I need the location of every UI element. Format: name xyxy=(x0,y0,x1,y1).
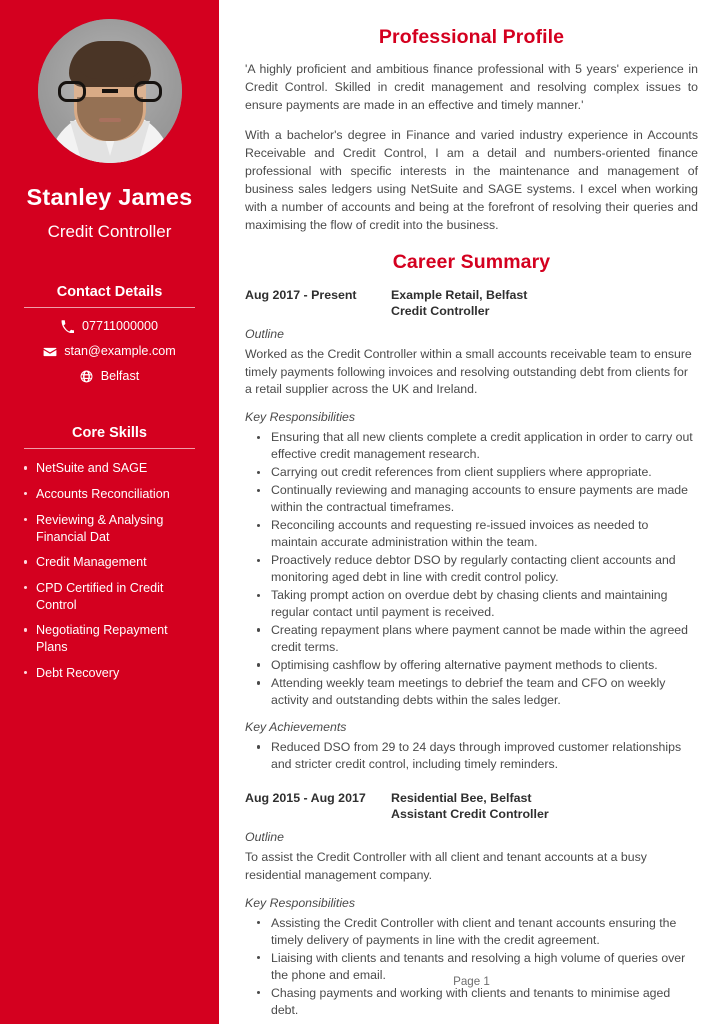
achievements-label: Key Achievements xyxy=(245,719,347,734)
responsibility-item: Continually reviewing and managing accounts to ensure payments are made within the contractual timeframes. xyxy=(255,482,698,516)
responsibility-item: Creating repayment plans where payment cannot be made within the agreed credit terms. xyxy=(255,622,698,656)
job-role: Assistant Credit Controller xyxy=(391,806,549,821)
job-outline: Worked as the Credit Controller within a small accounts receivable team to ensure timely payments following invoices and resolving outstanding debt from clients for a retail supplier across the UK and Ireland. xyxy=(245,346,692,397)
contact-item-phone[interactable] xyxy=(16,319,203,334)
job-dates: Aug 2015 - Aug 2017 xyxy=(245,790,366,805)
skill-item: Accounts Reconciliation xyxy=(22,486,201,503)
contact-item-email[interactable] xyxy=(16,344,203,359)
skill-item: Reviewing & Analysing Financial Dat xyxy=(22,512,201,545)
avatar-glasses-right xyxy=(134,81,162,102)
avatar-glasses-left xyxy=(58,81,86,102)
responsibilities-list xyxy=(245,915,698,1019)
profile-paragraph: 'A highly proficient and ambitious finance professional with 5 years' experience in Credit Control. Skilled in credit management and resolving complex issues to ensure payments are made in an effective and timely manner.' xyxy=(245,62,698,112)
avatar-glasses-bridge xyxy=(102,89,118,93)
job-header xyxy=(245,790,698,822)
responsibilities-label: Key Responsibilities xyxy=(245,895,356,910)
job-company-role xyxy=(391,287,527,319)
responsibility-item: Chasing payments and working with clients and tenants to minimise aged debt. xyxy=(255,985,698,1019)
contact-item-location[interactable] xyxy=(16,369,203,384)
skill-item: Debt Recovery xyxy=(22,665,201,682)
responsibility-item: Reconciling accounts and requesting re-issued invoices as needed to maintain accurate administration within the team. xyxy=(255,517,698,551)
contact-details-heading: Contact Details xyxy=(56,284,163,300)
job-company: Example Retail, Belfast xyxy=(391,287,528,302)
contact-location-value: Belfast xyxy=(100,369,140,384)
achievement-item: Reduced DSO from 29 to 24 days through improved customer relationships and stricter credit control, including timely reminders. xyxy=(255,739,698,773)
achievements-list xyxy=(245,739,698,773)
job-company: Residential Bee, Belfast xyxy=(391,790,532,805)
avatar-mouth xyxy=(99,118,121,122)
outline-label: Outline xyxy=(245,830,284,844)
core-skills-list xyxy=(16,460,203,681)
job-company-role xyxy=(391,790,549,822)
core-skills-heading: Core Skills xyxy=(72,425,147,442)
job-dates: Aug 2017 - Present xyxy=(245,287,357,302)
candidate-name: Stanley James xyxy=(26,184,193,210)
responsibilities-list xyxy=(245,429,698,709)
job-header xyxy=(245,287,698,319)
skill-item: CPD Certified in Credit Control xyxy=(22,580,201,613)
profile-paragraph: With a bachelor's degree in Finance and varied industry experience in Accounts Receivable and Credit Control, I am a detail and numbers-oriented finance professional with specific interests in the maintenance and management of business sales ledgers using NetSuite and SAGE systems. I excel when working with a number of accounts and being at the forefront of resolving their queries and maximising the flow of credit into the business. xyxy=(245,127,698,232)
responsibility-item: Attending weekly team meetings to debrief the team and CFO on weekly activity and outstanding debts within the sales ledger. xyxy=(255,675,698,709)
professional-profile-heading: Professional Profile xyxy=(378,26,565,48)
career-summary-heading: Career Summary xyxy=(392,250,551,273)
skill-item: Credit Management xyxy=(22,554,201,571)
responsibility-item: Optimising cashflow by offering alternative payment methods to clients. xyxy=(255,657,698,674)
avatar xyxy=(38,19,182,163)
envelope-icon xyxy=(43,345,57,359)
responsibility-item: Carrying out credit references from client suppliers where appropriate. xyxy=(255,464,698,481)
sidebar xyxy=(0,0,219,1024)
skill-item: NetSuite and SAGE xyxy=(22,460,201,477)
contact-list xyxy=(16,319,203,384)
avatar-wrap xyxy=(0,0,219,163)
contact-divider xyxy=(24,307,195,308)
contact-phone-value: 07711000000 xyxy=(81,319,159,333)
job-outline: To assist the Credit Controller with all client and tenant accounts at a busy residential management company. xyxy=(245,850,647,882)
main-content xyxy=(219,0,724,1024)
job-entry xyxy=(245,287,698,773)
responsibility-item: Taking prompt action on overdue debt by chasing clients and maintaining regular contact until payment is received. xyxy=(255,587,698,621)
avatar-hair xyxy=(69,41,151,87)
responsibility-item: Assisting the Credit Controller with client and tenant accounts ensuring the timely delivery of payments in line with the credit agreement. xyxy=(255,915,698,949)
outline-label: Outline xyxy=(245,326,284,341)
globe-icon xyxy=(80,370,94,384)
phone-icon xyxy=(61,320,75,334)
responsibilities-label: Key Responsibilities xyxy=(245,410,356,425)
section-spacer xyxy=(245,777,698,790)
responsibility-item: Ensuring that all new clients complete a credit application in order to carry out effective credit management research. xyxy=(255,429,698,463)
responsibility-item: Liaising with clients and tenants and resolving a high volume of queries over the phone and email. xyxy=(255,950,698,984)
skill-item: Negotiating Repayment Plans xyxy=(22,622,201,655)
candidate-job-title: Credit Controller xyxy=(47,222,172,241)
contact-details-section xyxy=(0,284,219,384)
core-skills-divider xyxy=(24,448,195,449)
responsibility-item: Proactively reduce debtor DSO by regularly contacting client accounts and monitoring aged debt in line with credit control policy. xyxy=(255,552,698,586)
core-skills-section xyxy=(0,425,219,681)
contact-email-value: stan@example.com xyxy=(64,344,176,359)
page-footer: Page 1 xyxy=(453,975,490,988)
job-role: Credit Controller xyxy=(391,303,490,318)
